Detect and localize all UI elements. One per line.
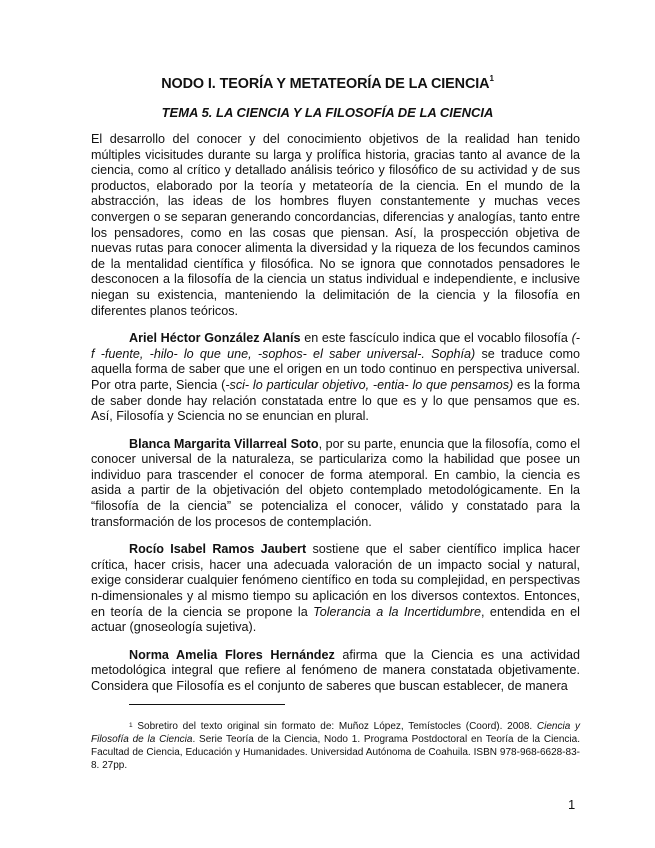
page-title <box>0 76 655 92</box>
footnote-book-title: Ciencia y Filosofía de la Ciencia <box>91 721 580 745</box>
author-name: Blanca Margarita Villarreal Soto <box>129 436 319 451</box>
paragraph-text: es la forma de saber donde hay relación constatada entre lo que es y lo que pensamos que es. Así, Filosofía y Sciencia no se enuncian en plural. <box>91 377 580 424</box>
paragraph-text: , entendida en el actuar (gnoseología sujetiva). <box>91 604 580 635</box>
footnote-separator <box>129 704 285 705</box>
etymology-siencia: -sci- lo particular objetivo, -entia- lo que pensamos) <box>225 377 514 392</box>
author-name: Norma Amelia Flores Hernández <box>129 647 335 662</box>
paragraph-text: afirma que la Ciencia es una actividad metodológica integral que refiere al fenómeno de manera constatada objetivamente. Considera que Filosofía es el conjunto de saberes que buscan establecer, de manera <box>91 647 580 693</box>
footnote-text: . Serie Teoría de la Ciencia, Nodo 1. Programa Postdoctoral en Teoría de la Ciencia. Facultad de Ciencia, Educación y Humanidades. Universidad Autónoma de Coahuila. ISBN 978-968-6628-83-8. 27pp. <box>91 734 580 771</box>
title-footnote-ref[interactable]: 1 <box>489 74 494 83</box>
footnote-text: Sobretiro del texto original sin formato de: Muñoz López, Temístocles (Coord). 2008. <box>132 721 537 732</box>
paragraph-text: se traduce como aquella forma de saber que une el origen en un todo continuo en perspectiva universal. Por otra parte, Siencia ( <box>91 346 580 392</box>
paragraph-text: sostiene que el saber científico implica hacer crítica, hacer crisis, hacer una adecuada valoración de un impacto social y natural, exige considerar cualquier fenómeno científico en toda su complejidad, en perspectivas n-dimensionales y al mismo tiempo su aplicación en los diversos contextos. Entonces, en teoría de la ciencia se propone la <box>91 542 581 619</box>
paragraph-flores <box>91 648 580 695</box>
paragraph-ramos <box>91 542 580 636</box>
paragraph-villarreal <box>91 437 580 531</box>
author-name: Rocío Isabel Ramos Jaubert <box>129 542 307 557</box>
footnote-number: 1 <box>129 722 133 729</box>
paragraph-gonzalez <box>91 331 580 425</box>
page-number: 1 <box>568 797 576 812</box>
paragraph-text: , por su parte, enuncia que la filosofía, como el conocer universal de la naturaleza, se particulariza como la habilidad que posee un individuo para trascender el conocer de forma atemporal. En cambio, la ciencia es asida a partir de la objetivación del objeto contemplado metodológicamente. En la “filosofía de la ciencia” se potencializa el conocer, válido y constatado para la transformación de los procesos de contemplación. <box>91 436 581 529</box>
etymology-filosofia: (-f -fuente, -hilo- lo que une, -sophos- el saber universal-. Sophía) <box>91 331 580 361</box>
intro-paragraph: El desarrollo del conocer y del conocimiento objetivos de la realidad han tenido múltiples vicisitudes durante su larga y prolífica historia, gracias tanto al avance de la ciencia, como al crítico y detallado análisis teórico y filosófico de su actividad y de sus productos, elaborado por la teoría y metateoría de la ciencia. En el mundo de la abstracción, las ideas de los hombres fluyen constantemente y muchas veces convergen o se separan generando concordancias, diferencias y analogías, tanto entre los pensadores, como en las cosas que piensan. Así, la prospección objetiva de nuevas rutas para conocer alimenta la diversidad y la riqueza de los fecundos caminos de la mentalidad científica y filosófica. No se ignora que connotados pensadores le desconocen a la filosofía de la ciencia un status individual e independiente, e inclusive niegan su existencia, manteniendo la delimitación de la ciencia y la filosofía en diferentes planos teóricos. <box>91 132 580 318</box>
title-text: NODO I. TEORÍA Y METATEORÍA DE LA CIENCIA <box>161 76 490 92</box>
section-subtitle: TEMA 5. LA CIENCIA Y LA FILOSOFÍA DE LA CIENCIA <box>161 105 494 120</box>
emphasis-tolerancia: Tolerancia a la Incertidumbre <box>313 604 481 619</box>
author-name: Ariel Héctor González Alanís <box>129 331 301 346</box>
footnote <box>91 720 580 772</box>
paragraph-text: en este fascículo indica que el vocablo filosofía <box>300 331 572 346</box>
body-text <box>91 132 580 707</box>
